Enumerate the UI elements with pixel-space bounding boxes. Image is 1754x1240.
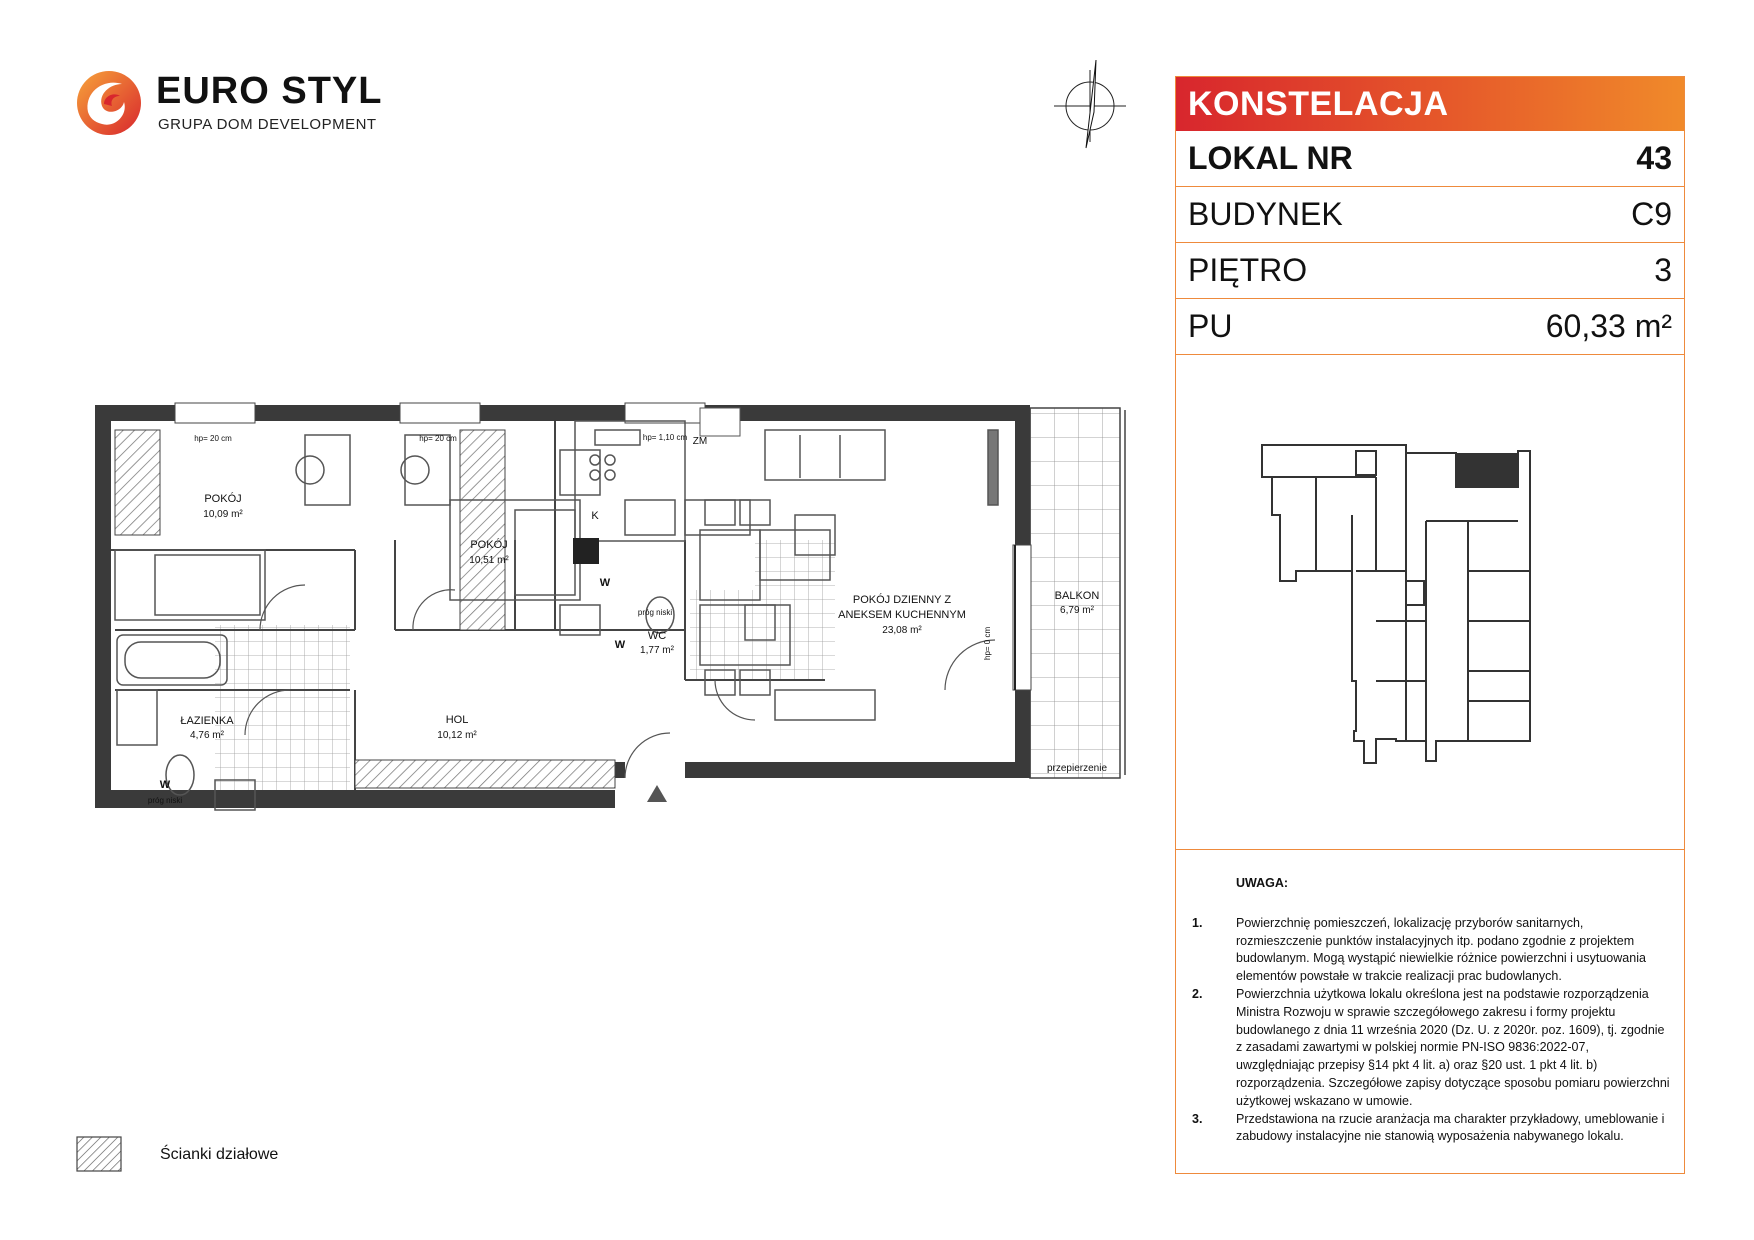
info-value: 3	[1654, 252, 1672, 288]
floor-key-plan	[1256, 441, 1566, 781]
note-item	[1192, 986, 1670, 1111]
legend-label: Ścianki działowe	[160, 1146, 279, 1163]
notes-title: UWAGA:	[1236, 876, 1289, 890]
kitchen-tiles	[755, 540, 835, 680]
apartment-info-panel	[1175, 76, 1685, 1174]
info-row-building	[1176, 187, 1684, 243]
room-name-wc: WC	[647, 630, 667, 642]
brand-subtitle: GRUPA DOM DEVELOPMENT	[158, 116, 377, 133]
label-hp3: hp= 1,10 cm	[642, 433, 688, 442]
note-text: Powierzchnię pomieszczeń, lokalizację przyborów sanitarnych, rozmieszczenie punktów instalacyjnych itp. podano zgodnie z projektem budowlanym. Mogą wystąpić niewielkie różnice powierzchni i usytuowania elementów powstałe w trakcie realizacji prac budowlanych.	[1236, 915, 1646, 984]
apartment-floor-plan	[95, 390, 1175, 850]
entrance-arrow-icon	[647, 785, 667, 802]
north-arrow-icon	[1050, 56, 1130, 156]
info-value: 43	[1636, 140, 1672, 176]
room-area-lazienka: 4,76 m²	[190, 730, 224, 741]
room-name-balkon: BALKON	[1054, 590, 1100, 602]
label-w2: W	[614, 639, 626, 651]
room-name-dzienny-2: ANEKSEM KUCHENNYM	[838, 609, 966, 621]
info-value: C9	[1631, 196, 1672, 232]
label-przepierzenie: przepierzenie	[1046, 763, 1108, 774]
bathroom-floor	[215, 625, 350, 800]
highlighted-apartment	[1456, 453, 1518, 487]
note-number: 2.	[1192, 986, 1203, 1001]
room-area-wc: 1,77 m²	[640, 645, 674, 656]
room-area-balkon: 6,79 m²	[1060, 605, 1094, 616]
notes-section	[1192, 875, 1670, 1146]
room-name-lazienka: ŁAZIENKA	[180, 715, 234, 727]
info-label: LOKAL NR	[1188, 140, 1353, 176]
room-area-hol: 10,12 m²	[437, 730, 477, 741]
info-row-apartment-number	[1176, 131, 1684, 187]
info-label: BUDYNEK	[1188, 196, 1343, 232]
label-prog2: próg niski	[147, 796, 183, 805]
brand-logo	[74, 68, 404, 148]
note-number: 3.	[1192, 1111, 1203, 1126]
chimney-icon	[573, 538, 599, 564]
room-name-dzienny-1: POKÓJ DZIENNY Z	[852, 594, 952, 606]
label-prog1: próg niski	[637, 608, 673, 617]
note-number: 1.	[1192, 915, 1203, 930]
room-area-dzienny: 23,08 m²	[882, 625, 922, 636]
note-item	[1192, 915, 1670, 986]
room-name-pokoj1: POKÓJ	[204, 493, 242, 505]
room-name-pokoj2: POKÓJ	[470, 539, 508, 551]
note-item	[1192, 1111, 1670, 1147]
room-name-hol: HOL	[445, 714, 469, 726]
divider	[1176, 849, 1684, 850]
label-zm: ZM	[692, 436, 708, 447]
label-hp0: hp= 0 cm	[983, 626, 992, 660]
investment-name: KONSTELACJA	[1176, 77, 1684, 131]
hatched-square-icon	[76, 1136, 122, 1172]
info-label: PIĘTRO	[1188, 252, 1308, 288]
flame-swirl-logo-icon	[74, 68, 144, 138]
info-label: PU	[1188, 308, 1233, 344]
room-area-pokoj1: 10,09 m²	[203, 509, 243, 520]
info-row-floor	[1176, 243, 1684, 299]
label-w1: W	[599, 577, 611, 589]
info-value: 60,33 m²	[1545, 308, 1672, 344]
label-w3: W	[159, 779, 171, 791]
note-text: Przedstawiona na rzucie aranżacja ma charakter przykładowy, umeblowanie i zabudowy instalacyjne nie stanowią wyposażenia nabywanego lokalu.	[1236, 1111, 1665, 1144]
brand-name: EURO STYL	[156, 70, 383, 112]
note-text: Powierzchnia użytkowa lokalu określona jest na podstawie rozporządzenia Ministra Rozwoju w sprawie szczegółowego zakresu i formy projektu budowlanego z dnia 11 września 2020 (Dz. U. z 2020r. poz. 1609), tj. zgodnie z zasadami zawartymi w polskiej normie PN-ISO 9836:2022-07, uwzględniając przepisy §14 pkt 4 lit. a) oraz §20 ust. 1 pkt 4 lit. b) rozporządzenia. Szczegółowe zapisy dotyczące sposobu pomiaru powierzchni użytkowej wskazano w umowie.	[1236, 986, 1670, 1108]
label-hp2: hp= 20 cm	[419, 434, 457, 443]
room-area-pokoj2: 10,51 m²	[469, 555, 509, 566]
partition-wall-hatched	[355, 760, 615, 788]
info-row-usable-area	[1176, 299, 1684, 355]
label-hp1: hp= 20 cm	[194, 434, 232, 443]
label-k: K	[591, 510, 599, 522]
